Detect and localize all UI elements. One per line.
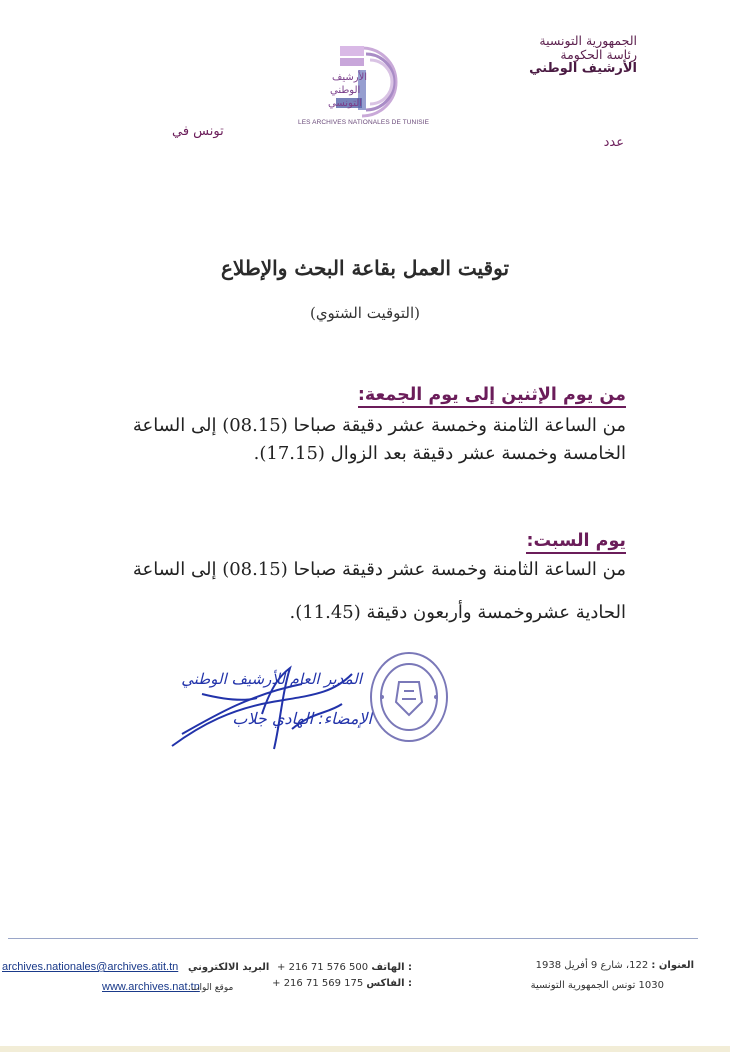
letterhead xyxy=(529,34,637,76)
saturday-hours-line-2: الحادية عشروخمسة وأربعون دقيقة (11.45). xyxy=(289,602,626,623)
footer-phone xyxy=(277,962,412,973)
email-label: البريد الالكتروني xyxy=(188,962,270,973)
weekday-hours-line-1: من الساعة الثامنة وخمسة عشر دقيقة صباحا (08.15) إلى الساعة xyxy=(132,415,626,436)
footer-fax xyxy=(272,978,412,989)
logo-text-3: التونسي xyxy=(328,98,363,109)
document-subtitle: (التوقيت الشتوي) xyxy=(309,304,421,322)
date-place-label: تونس في xyxy=(172,124,224,139)
footer-address-line-2: 1030 تونس الجمهورية التونسية xyxy=(530,980,664,991)
weekday-hours-line-2: الخامسة وخمسة عشر دقيقة بعد الزوال (17.15). xyxy=(253,443,626,464)
saturday-heading: يوم السبت: xyxy=(526,531,626,554)
reference-number-label: عدد xyxy=(603,135,624,150)
logo-text-2: الوطني xyxy=(330,85,361,96)
handwritten-signature xyxy=(162,654,382,754)
logo-caption: LES ARCHIVES NATIONALES DE TUNISIE xyxy=(298,119,430,126)
address-label: العنوان : xyxy=(651,960,694,971)
website-link[interactable]: www.archives.nat.tn xyxy=(102,981,200,993)
phone-label: الهاتف : xyxy=(371,962,412,973)
institution-name: الأرشيف الوطني xyxy=(529,61,637,76)
weekday-heading: من يوم الإثنين إلى يوم الجمعة: xyxy=(358,385,626,408)
website-label: موقع الواب: xyxy=(188,983,234,993)
presidency-name: رئاسة الحكومة xyxy=(560,47,637,62)
official-stamp xyxy=(364,647,454,747)
address-value: 122، شارع 9 أفريل 1938 xyxy=(535,960,649,971)
signature-name-line: الإمضاء: الهادي جلاب xyxy=(232,709,372,728)
phone-value: + 216 71 576 500 xyxy=(277,962,369,973)
footer-divider xyxy=(8,938,698,939)
saturday-hours-line-1: من الساعة الثامنة وخمسة عشر دقيقة صباحا (08.15) إلى الساعة xyxy=(132,559,626,580)
scan-edge xyxy=(0,1046,730,1052)
fax-label: الفاكس : xyxy=(366,978,412,989)
document-title: توقيت العمل بقاعة البحث والإطلاع xyxy=(220,256,510,280)
footer-address xyxy=(536,960,694,971)
fax-value: + 216 71 569 175 xyxy=(272,978,364,989)
email-link[interactable]: archives.nationales@archives.atit.tn xyxy=(2,961,179,973)
republic-name: الجمهورية التونسية xyxy=(539,33,637,48)
signature-title-line: المدير العام للأرشيف الوطني xyxy=(181,670,362,688)
logo-text-1: الأرشيف xyxy=(332,72,368,83)
